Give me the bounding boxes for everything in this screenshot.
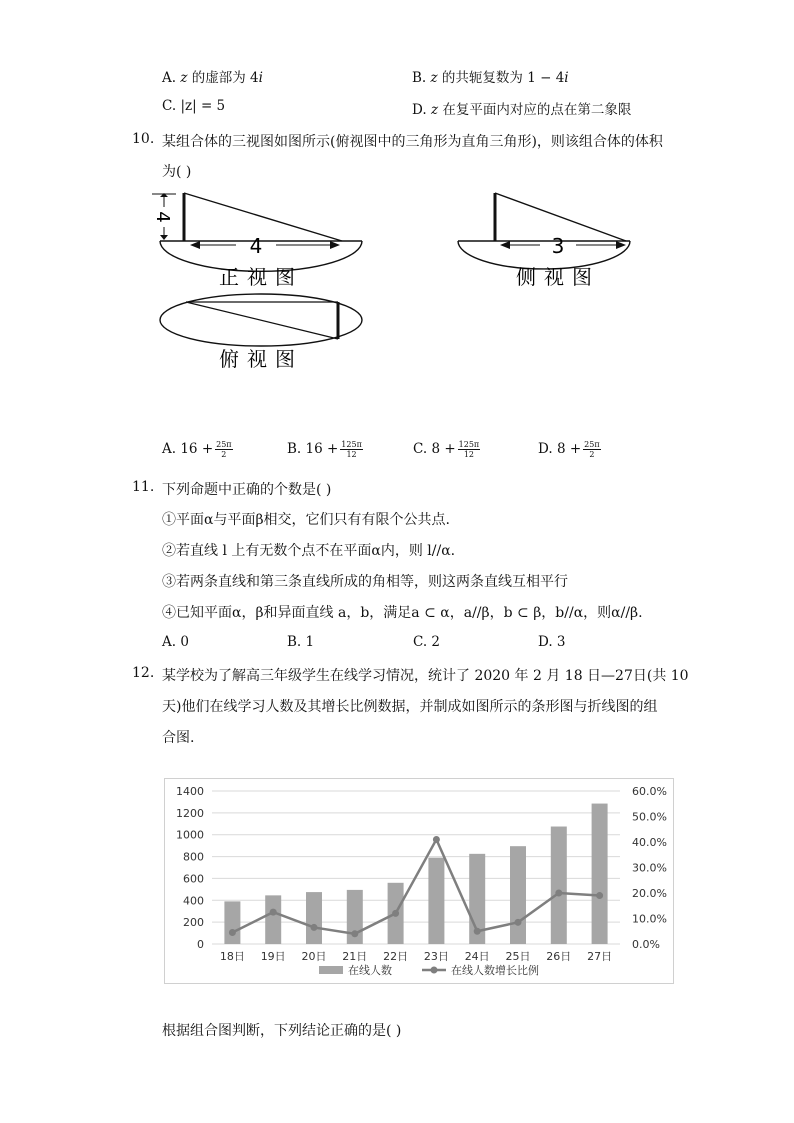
bar-25日 — [510, 846, 526, 944]
q12-stem-line2: 天)他们在线学习人数及其增长比例数据，并制成如图所示的条形图与折线图的组 — [162, 699, 658, 715]
right-tick-label: 40.0% — [632, 836, 667, 849]
legend-line-marker — [431, 967, 438, 974]
q11-option-b[interactable]: B. 1 — [287, 634, 315, 650]
q12-stem-line1: 某学校为了解高三年级学生在线学习情况，统计了 2020 年 2 月 18 日—27日(共 10 — [162, 668, 689, 684]
bar-26日 — [551, 827, 567, 944]
growth-point-24日 — [474, 928, 481, 935]
top-view-label: 俯视图 — [219, 347, 303, 371]
x-tick-label: 24日 — [464, 950, 490, 963]
x-tick-label: 19日 — [260, 950, 286, 963]
q11-item-1: ①平面α与平面β相交，它们只有有限个公共点. — [162, 512, 450, 528]
left-tick-label: 1200 — [176, 806, 204, 820]
left-tick-label: 0 — [197, 938, 204, 951]
bar-19日 — [265, 895, 281, 944]
side-view — [458, 193, 630, 289]
bar-27日 — [592, 804, 608, 944]
combo-chart — [164, 778, 674, 984]
bar-23日 — [428, 858, 444, 944]
growth-point-22日 — [392, 910, 399, 917]
legend-bar-label: 在线人数 — [348, 964, 392, 977]
growth-point-26日 — [555, 890, 562, 897]
x-tick-label: 26日 — [546, 950, 572, 963]
q10-stem-line2: 为( ) — [162, 164, 192, 180]
q9-option-b[interactable]: B. z 的共轭复数为 1 − 4i — [412, 70, 569, 86]
top-view — [160, 294, 362, 371]
growth-point-23日 — [433, 836, 440, 843]
q10-option-a[interactable]: A. 16 + $\frac{25\pi}{2}$ — [162, 440, 232, 459]
q11-option-a[interactable]: A. 0 — [162, 634, 189, 650]
q11-option-d[interactable]: D. 3 — [538, 634, 566, 650]
q9-option-c[interactable]: C. |z| = 5 — [162, 98, 226, 114]
right-tick-label: 30.0% — [632, 861, 667, 875]
left-tick-label: 400 — [183, 894, 204, 908]
growth-point-20日 — [311, 924, 318, 931]
q11-stem: 下列命题中正确的个数是( ) — [162, 482, 332, 498]
front-height-label: 4 — [152, 211, 173, 223]
q10-option-c[interactable]: C. 8 + $\frac{125\pi}{12}$ — [413, 440, 480, 459]
left-tick-label: 1400 — [176, 785, 204, 798]
x-tick-label: 20日 — [301, 950, 327, 963]
legend-line-label: 在线人数增长比例 — [451, 964, 539, 977]
bar-18日 — [224, 901, 240, 944]
q9-option-d[interactable]: D. z 在复平面内对应的点在第二象限 — [412, 102, 632, 118]
q10-number: 10. — [132, 131, 155, 147]
side-width-label: 3 — [551, 234, 565, 258]
q9-option-a[interactable]: A. z 的虚部为 4i — [162, 70, 263, 86]
front-width-label: 4 — [249, 234, 263, 258]
q12-after-chart: 根据组合图判断，下列结论正确的是( ) — [162, 1023, 402, 1039]
q10-option-d[interactable]: D. 8 + $\frac{25\pi}{2}$ — [538, 440, 600, 459]
legend-bar-swatch — [319, 966, 343, 974]
q11-item-3: ③若两条直线和第三条直线所成的角相等，则这两条直线互相平行 — [162, 574, 568, 590]
q11-number: 11. — [132, 479, 155, 495]
right-tick-label: 20.0% — [632, 887, 667, 900]
right-tick-label: 0.0% — [632, 938, 660, 951]
left-tick-label: 200 — [183, 916, 204, 930]
x-tick-label: 21日 — [342, 950, 368, 963]
x-tick-label: 25日 — [505, 950, 531, 963]
side-view-label: 侧视图 — [516, 265, 600, 289]
q10-option-b[interactable]: B. 16 + $\frac{125\pi}{12}$ — [287, 440, 362, 459]
growth-point-19日 — [270, 909, 277, 916]
q12-stem-line3: 合图. — [162, 730, 195, 746]
q11-item-4: ④已知平面α，β和异面直线 a，b，满足a ⊂ α，a//β，b ⊂ β，b//α，则α//β. — [162, 605, 643, 621]
right-tick-label: 10.0% — [632, 912, 667, 926]
bar-20日 — [306, 892, 322, 944]
front-view-label: 正视图 — [219, 265, 303, 289]
growth-point-21日 — [351, 930, 358, 937]
growth-point-27日 — [596, 892, 603, 899]
x-tick-label: 18日 — [219, 950, 245, 963]
left-tick-label: 800 — [183, 850, 204, 864]
x-tick-label: 23日 — [423, 950, 449, 963]
right-tick-label: 50.0% — [632, 810, 667, 824]
right-tick-label: 60.0% — [632, 785, 667, 798]
left-tick-label: 1000 — [176, 828, 204, 842]
x-tick-label: 27日 — [587, 950, 613, 963]
growth-point-25日 — [515, 919, 522, 926]
q10-stem-line1: 某组合体的三视图如图所示(俯视图中的三角形为直角三角形)，则该组合体的体积 — [162, 134, 663, 150]
q11-option-c[interactable]: C. 2 — [413, 634, 441, 650]
three-view-figure — [140, 185, 640, 375]
front-view — [152, 193, 362, 289]
q11-item-2: ②若直线 l 上有无数个点不在平面α内，则 l//α. — [162, 543, 456, 559]
x-tick-label: 22日 — [383, 950, 409, 963]
growth-point-18日 — [229, 929, 236, 936]
left-tick-label: 600 — [183, 872, 204, 886]
q12-number: 12. — [132, 665, 155, 681]
